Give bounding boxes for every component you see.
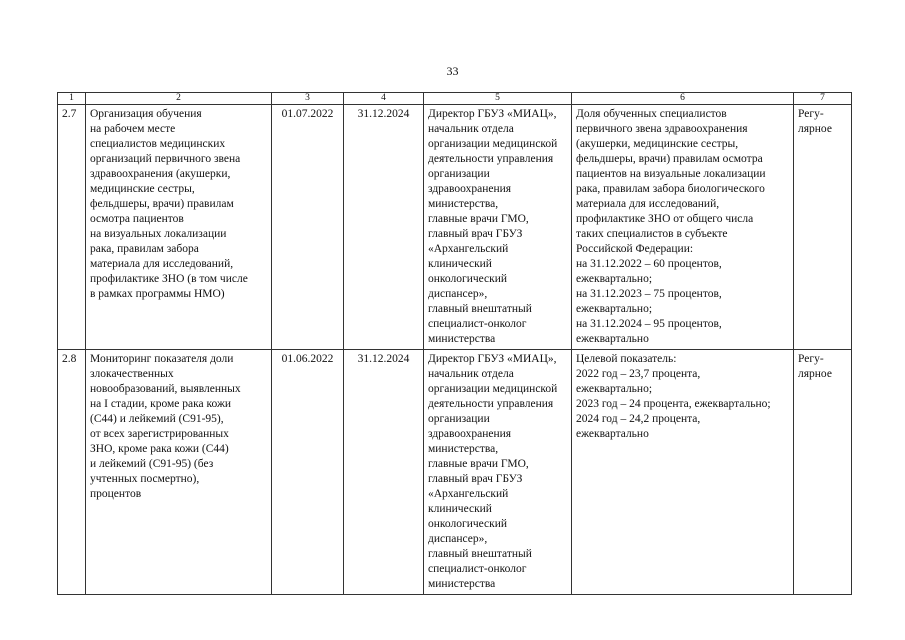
- text-line: «Архангельский: [428, 488, 509, 500]
- text-line: фельдшеры, врачи) правилам осмотра: [576, 153, 763, 165]
- table-row: [58, 105, 852, 350]
- text-line: медицинские сестры,: [90, 183, 195, 195]
- row-number: 2.7: [58, 105, 86, 350]
- text-line: 2023 год – 24 процента, ежеквартально;: [576, 398, 771, 410]
- text-line: организаций первичного звена: [90, 153, 241, 165]
- column-number-row: [58, 93, 852, 105]
- result-cell: [572, 105, 794, 350]
- start-date: 01.07.2022: [272, 105, 344, 350]
- text-line: онкологический: [428, 273, 508, 285]
- text-line: министерства: [428, 578, 496, 590]
- text-line: онкологический: [428, 518, 508, 530]
- text-line: на 31.12.2022 – 60 процентов,: [576, 258, 722, 270]
- text-line: ежеквартально: [576, 333, 649, 345]
- row-number: 2.8: [58, 350, 86, 595]
- text-line: клинический: [428, 258, 492, 270]
- text-line: специалистов медицинских: [90, 138, 226, 150]
- text-line: лярное: [798, 123, 832, 135]
- text-line: первичного звена здравоохранения: [576, 123, 748, 135]
- text-line: Целевой показатель:: [576, 353, 677, 365]
- text-line: злокачественных: [90, 368, 174, 380]
- text-line: пациентов на визуальные локализации: [576, 168, 766, 180]
- text-line: от всех зарегистрированных: [90, 428, 229, 440]
- text-line: специалист-онколог: [428, 318, 527, 330]
- column-number: 5: [424, 93, 572, 105]
- text-line: Доля обученных специалистов: [576, 108, 727, 120]
- text-line: главный внештатный: [428, 548, 532, 560]
- text-line: осмотра пациентов: [90, 213, 184, 225]
- text-line: здравоохранения: [428, 428, 512, 440]
- text-line: министерства: [428, 333, 496, 345]
- column-number: 2: [86, 93, 272, 105]
- text-line: на 31.12.2024 – 95 процентов,: [576, 318, 722, 330]
- text-line: Российской Федерации:: [576, 243, 694, 255]
- text-line: Директор ГБУЗ «МИАЦ»,: [428, 353, 557, 365]
- text-line: здравоохранения (акушерки,: [90, 168, 231, 180]
- text-line: главный внештатный: [428, 303, 532, 315]
- text-line: (акушерки, медицинские сестры,: [576, 138, 739, 150]
- column-number: 1: [58, 93, 86, 105]
- text-line: организации: [428, 413, 490, 425]
- text-line: министерства,: [428, 443, 499, 455]
- column-number: 6: [572, 93, 794, 105]
- column-number: 4: [344, 93, 424, 105]
- text-line: начальник отдела: [428, 123, 514, 135]
- text-line: деятельности управления: [428, 153, 554, 165]
- text-line: здравоохранения: [428, 183, 512, 195]
- text-line: процентов: [90, 488, 142, 500]
- table-row: [58, 350, 852, 595]
- text-line: на визуальных локализации: [90, 228, 227, 240]
- responsible-cell: [424, 350, 572, 595]
- text-line: специалист-онколог: [428, 563, 527, 575]
- text-line: организации медицинской: [428, 138, 558, 150]
- text-line: ежеквартально;: [576, 303, 653, 315]
- text-line: организации: [428, 168, 490, 180]
- result-cell: [572, 350, 794, 595]
- text-line: главный врач ГБУЗ: [428, 228, 523, 240]
- column-number: 3: [272, 93, 344, 105]
- text-line: министерства,: [428, 198, 499, 210]
- text-line: организации медицинской: [428, 383, 558, 395]
- end-date: 31.12.2024: [344, 105, 424, 350]
- text-line: Организация обучения: [90, 108, 202, 120]
- text-line: на 31.12.2023 – 75 процентов,: [576, 288, 722, 300]
- text-line: Мониторинг показателя доли: [90, 353, 234, 365]
- text-line: диспансер»,: [428, 533, 488, 545]
- text-line: ежеквартально;: [576, 273, 653, 285]
- text-line: Регу-: [798, 353, 824, 365]
- text-line: учтенных посмертно),: [90, 473, 200, 485]
- text-line: материала для исследований,: [90, 258, 234, 270]
- text-line: на I стадии, кроме рака кожи: [90, 398, 232, 410]
- text-line: материала для исследований,: [576, 198, 720, 210]
- text-line: главные врачи ГМО,: [428, 213, 529, 225]
- text-line: Директор ГБУЗ «МИАЦ»,: [428, 108, 557, 120]
- activity-cell: [86, 350, 272, 595]
- text-line: Регу-: [798, 108, 824, 120]
- text-line: на рабочем месте: [90, 123, 176, 135]
- text-line: профилактике ЗНО от общего числа: [576, 213, 754, 225]
- type-cell: [794, 105, 852, 350]
- text-line: и лейкемий (C91-95) (без: [90, 458, 214, 470]
- text-line: ЗНО, кроме рака кожи (C44): [90, 443, 229, 455]
- text-line: новообразований, выявленных: [90, 383, 241, 395]
- responsible-cell: [424, 105, 572, 350]
- text-line: 2022 год – 23,7 процента,: [576, 368, 701, 380]
- text-line: ежеквартально: [576, 428, 649, 440]
- type-cell: [794, 350, 852, 595]
- text-line: главные врачи ГМО,: [428, 458, 529, 470]
- column-number: 7: [794, 93, 852, 105]
- text-line: профилактике ЗНО (в том числе: [90, 273, 248, 285]
- text-line: ежеквартально;: [576, 383, 653, 395]
- text-line: начальник отдела: [428, 368, 514, 380]
- text-line: диспансер»,: [428, 288, 488, 300]
- text-line: (C44) и лейкемий (C91-95),: [90, 413, 224, 425]
- text-line: лярное: [798, 368, 832, 380]
- text-line: фельдшеры, врачи) правилам: [90, 198, 234, 210]
- text-line: рака, правилам забора: [90, 243, 199, 255]
- text-line: главный врач ГБУЗ: [428, 473, 523, 485]
- page-number: 33: [446, 64, 459, 78]
- text-line: «Архангельский: [428, 243, 509, 255]
- plan-table: [57, 92, 852, 595]
- activity-cell: [86, 105, 272, 350]
- text-line: деятельности управления: [428, 398, 554, 410]
- start-date: 01.06.2022: [272, 350, 344, 595]
- text-line: рака, правилам забора биологического: [576, 183, 765, 195]
- text-line: таких специалистов в субъекте: [576, 228, 728, 240]
- text-line: в рамках программы НМО): [90, 288, 225, 300]
- text-line: клинический: [428, 503, 492, 515]
- text-line: 2024 год – 24,2 процента,: [576, 413, 701, 425]
- end-date: 31.12.2024: [344, 350, 424, 595]
